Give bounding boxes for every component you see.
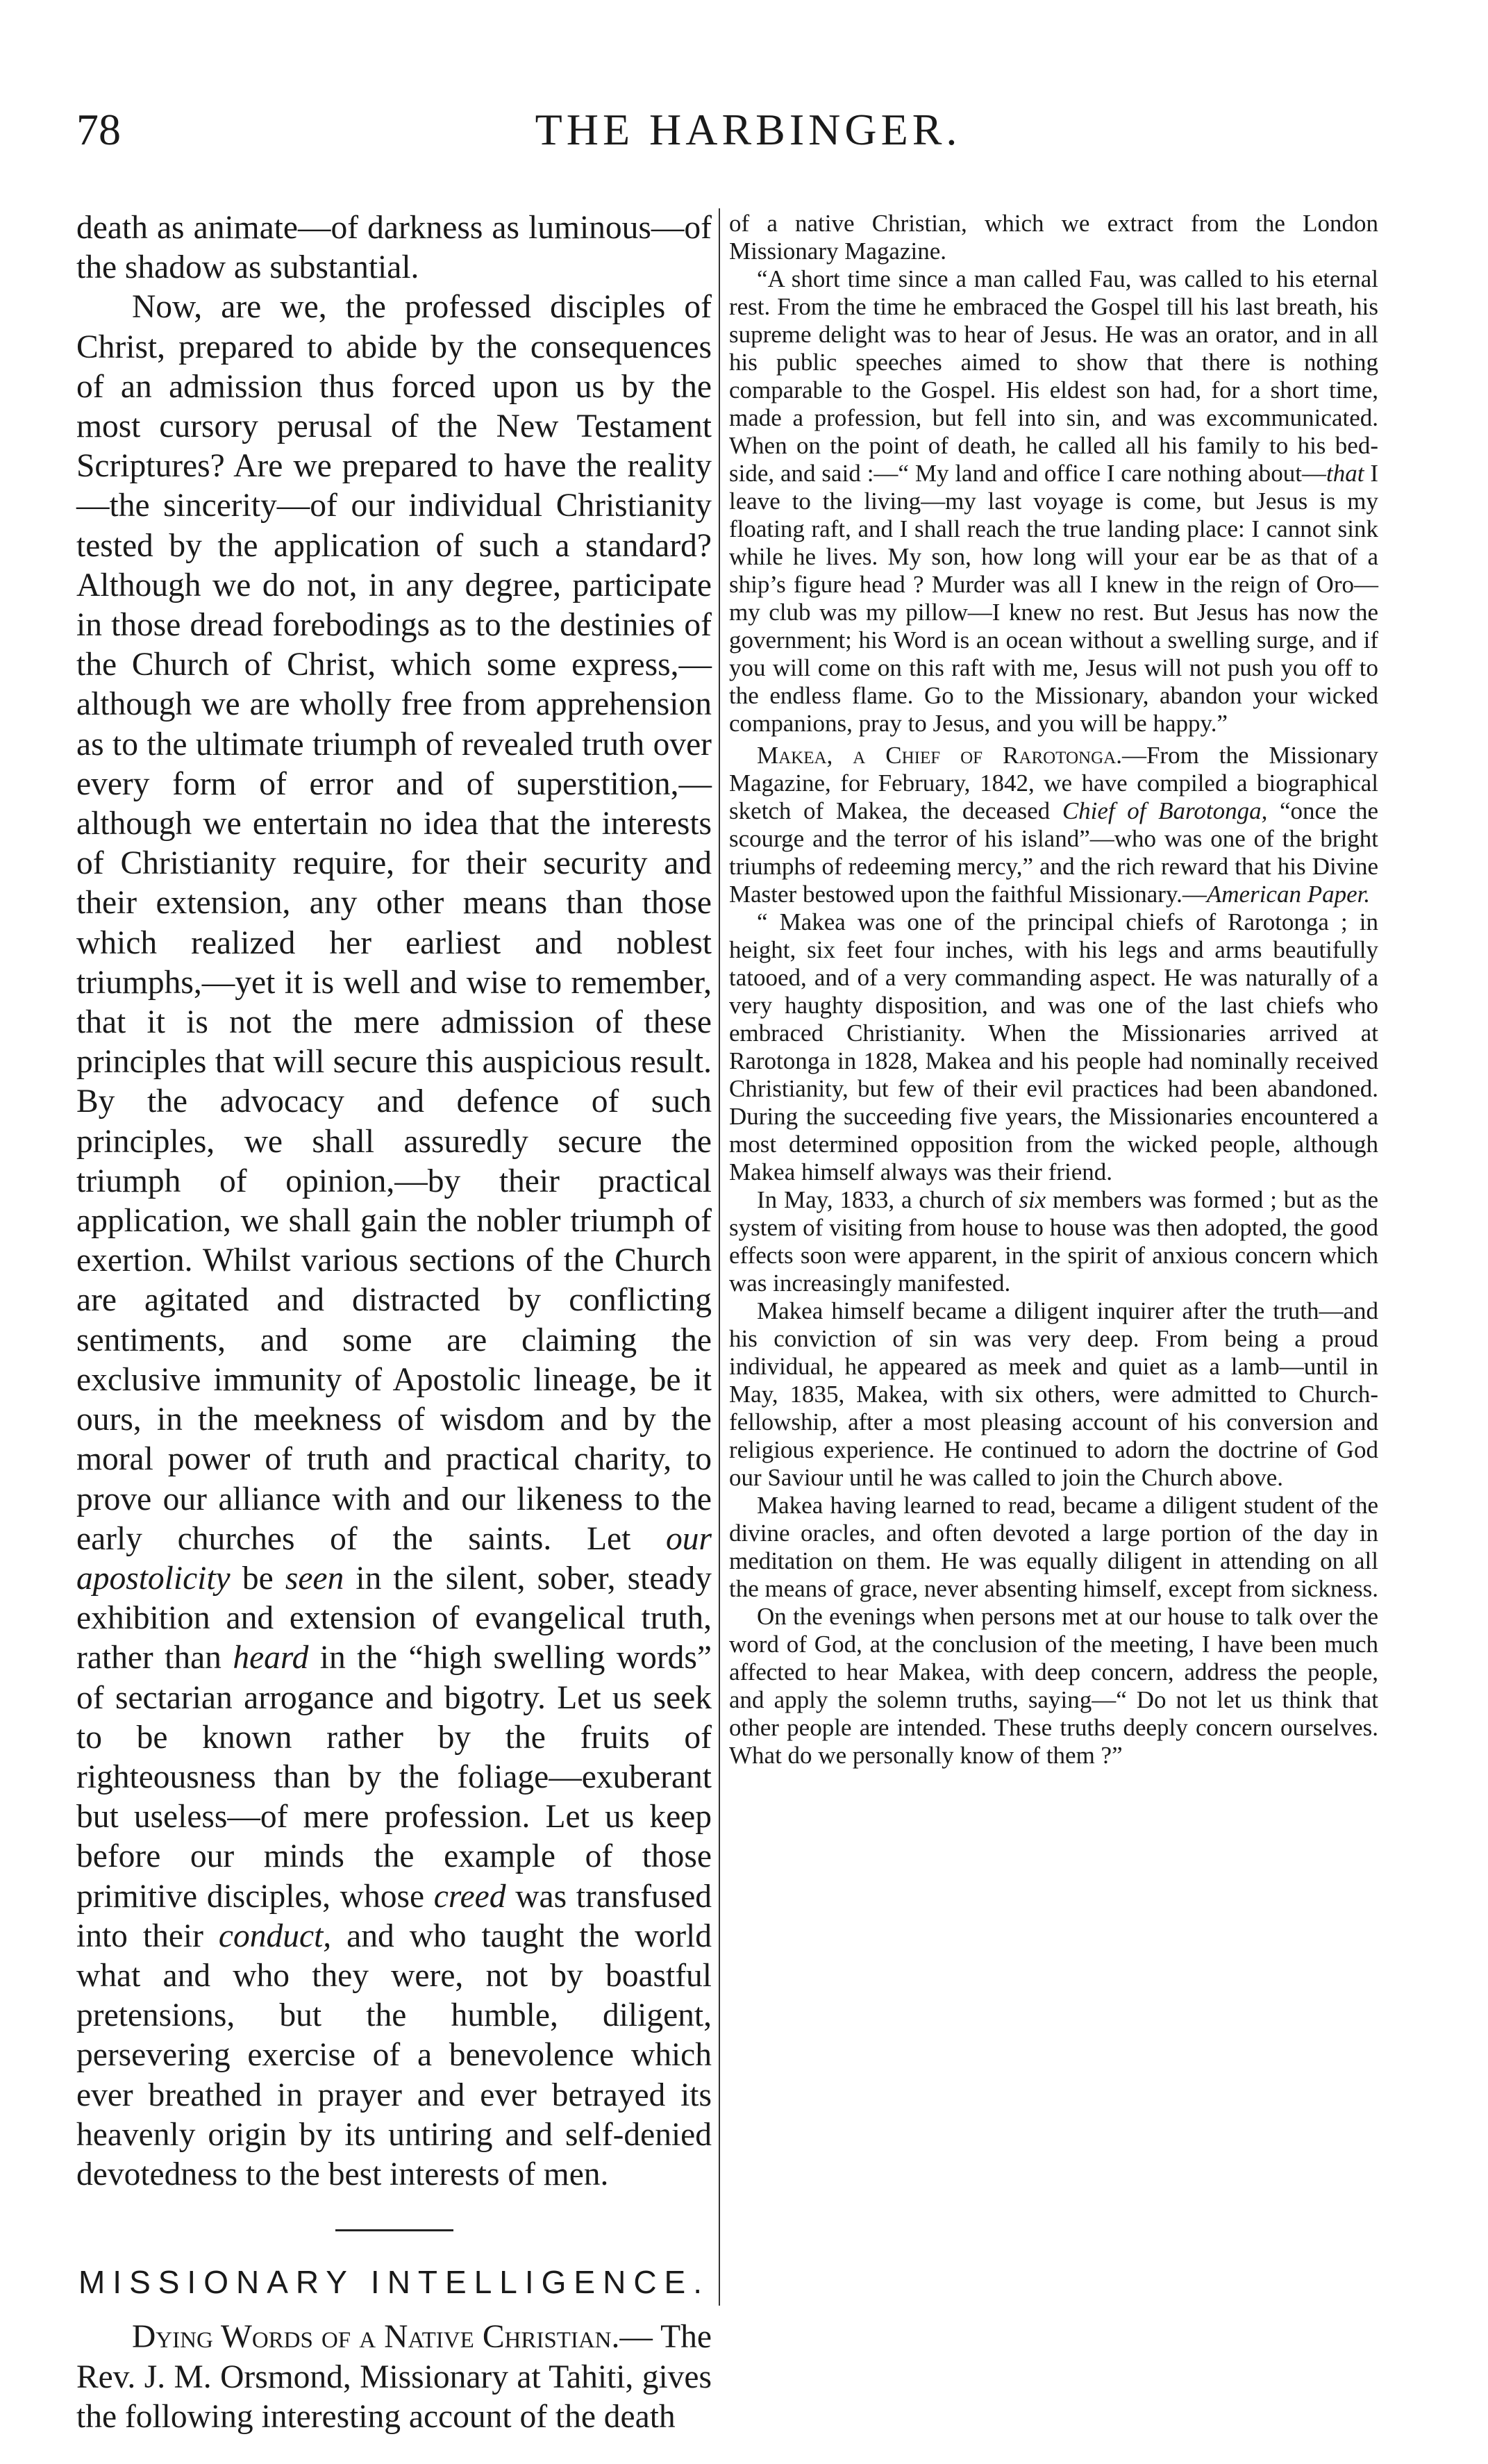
right-paragraph-6: Makea himself became a diligent inquirer after the truth—and his conviction of sin was very deep. From being a proud individual, he appeared as meek and quiet as a lamb—until in May, 1835, Makea, with six others, were admitted to Church-fellowship, after a most pleasing account of his conversion and religious experience. He continued to adorn the doctrine of God our Saviour until he was called to join the Church above. <box>729 1297 1378 1491</box>
page-header <box>76 90 1420 174</box>
right-paragraph-8: On the evenings when persons met at our house to talk over the word of God, at the conclusion of the meeting, I have been much affected to hear Makea, with deep concern, address the people, and apply the solemn truths, saying—“ Do not let us think that other people are intended. These truths deeply concern ourselves. What do we personally know of them ?” <box>729 1603 1378 1769</box>
right-paragraph-3: Makea, a Chief of Rarotonga.—From the Missionary Magazine, for February, 1842, we have compiled a biographical sketch of Makea, the deceased Chief of Barotonga, “once the scourge and the terror of his island”—who was one of the bright triumphs of redeeming mercy,” and the rich reward that his Divine Master bestowed upon the faithful Missionary.—American Paper. <box>729 742 1379 908</box>
left-paragraph-1: death as animate—of darkness as luminous—of the shadow as substantial. <box>76 210 712 286</box>
page-number: 78 <box>76 105 121 154</box>
left-paragraph-2: Now, are we, the professed disciples of Christ, prepared to abide by the consequences of an admission thus forced upon us by the most cursory perusal of the New Testament Scriptures? Are we prepared to have the reality—the sincerity—of our individual Christianity tested by the application of such a standard? Although we do not, in any degree, participate in those dread forebodings as to the destinies of the Church of Christ, which some express,—although we are wholly free from apprehension as to the ultimate triumph of revealed truth over every form of error and of superstition,—although we entertain no idea that the interests of Christianity require, for their security and their extension, any other means than those which realized her earliest and noblest triumphs,—yet it is well and wise to remember, that it is not the mere admission of these principles that will secure this auspicious result. By the advocacy and defence of such principles, we shall assuredly secure the triumph of opinion,—by their practical application, we shall gain the nobler triumph of exertion. Whilst various sections of the Church are agitated and distracted by conflicting sentiments, and some are claiming the exclusive immunity of Apostolic lineage, be it ours, in the meekness of wisdom and by the moral power of truth and practical charity, to prove our alliance with and our likeness to the early churches of the saints. Let our apostolicity be seen in the silent, sober, steady exhibition and extension of evangelical truth, rather than heard in the “high swelling words” of sectarian arrogance and bigotry. Let us seek to be known rather by the fruits of righteousness than by the foliage—exuberant but useless—of mere profession. Let us keep before our minds the example of those primitive disciples, whose creed was transfused into their conduct, and who taught the world what and who they were, not by boastful pretensions, but the humble, diligent, persevering exercise of a benevolence which ever breathed in prayer and ever betrayed its heavenly origin by its untiring and self-denied devotedness to the best interests of men. <box>76 289 712 2192</box>
article-title: Dying Words of a Native Christian.— <box>132 2319 653 2356</box>
right-paragraph-7: Makea having learned to read, became a diligent student of the divine oracles, and often devoted a large portion of the day in meditation on them. He was equally diligent in attending on all the means of grace, never absenting himself, except from sickness. <box>729 1492 1378 1602</box>
right-paragraph-2: “A short time since a man called Fau, was called to his eternal rest. From the time he embraced the Gospel till his last breath, his supreme delight was to hear of Jesus. He was an orator, and in all his public speeches aimed to show that there is nothing comparable to the Gospel. His eldest son had, for a short time, made a profession, but fell into sin, and was excommunicated. When on the point of death, he called all his family to his bed-side, and said :—“ My land and office I care nothing about—that I leave to the living—my last voyage is come, but Jesus is my floating raft, and I shall reach the true landing place: I cannot sink while he lives. My son, how long will your ear be as that of a ship’s figure head ? Murder was all I knew in the reign of Oro—my club was my pillow—I knew no rest. But Jesus has now the government; his Word is an ocean without a swelling surge, and if you will come on this raft with me, Jesus will not push you off to the endless flame. Go to the Missionary, abandon your wicked companions, pray to Jesus, and you will be happy.” <box>729 265 1379 737</box>
right-paragraph-4: “ Makea was one of the principal chiefs of Rarotonga ; in height, six feet four inches, with his legs and arms beautifully tatooed, and of a very commanding aspect. He was naturally of a very haughty disposition, and was one of the last chiefs who embraced Christianity. When the Missionaries arrived at Rarotonga in 1828, Makea and his people had nominally received Christianity, but few of their evil practices had been abandoned. During the succeeding five years, the Missionaries encountered a most determined opposition from the wicked people, although Makea himself always was their friend. <box>729 908 1378 1185</box>
article-intro: Dying Words of a Native Christian.— The Rev. J. M. Orsmond, Missionary at Tahiti, gives the following interesting account of the death <box>76 2319 712 2435</box>
running-title: THE HARBINGER. <box>535 105 962 154</box>
column-divider <box>719 208 720 2306</box>
article-title-makea: Makea, a Chief of Rarotonga. <box>757 742 1122 769</box>
left-column <box>76 208 712 2437</box>
right-column <box>729 210 1378 1770</box>
section-heading: MISSIONARY INTELLIGENCE. <box>78 2264 710 2301</box>
right-paragraph-1: of a native Christian, which we extract from the London Missionary Magazine. <box>729 210 1378 265</box>
section-divider <box>335 2229 453 2231</box>
right-paragraph-5: In May, 1833, a church of six members was formed ; but as the system of visiting from house to house was then adopted, the good effects soon were apparent, in the spirit of anxious concern which was increasingly manifested. <box>729 1186 1379 1297</box>
